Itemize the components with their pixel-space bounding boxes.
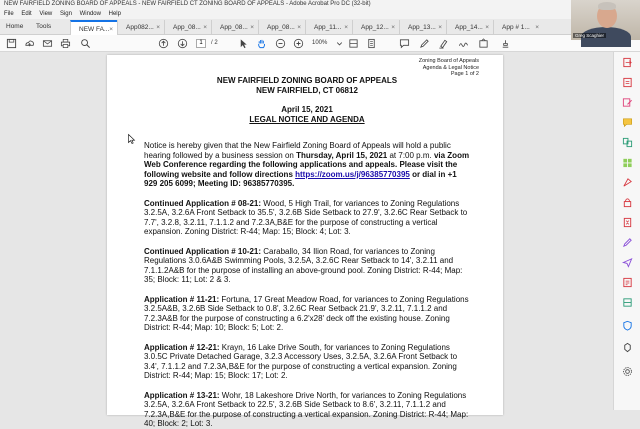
next-page-icon[interactable] — [177, 38, 188, 49]
meeting-time: at 7:00 p.m. — [387, 150, 434, 160]
application-text: Wohr, 18 Lakeshore Drive North, for variances to Zoning Regulations 3.2.5A, 3.2.6A Front Setback to 22.5', 3.2.6B Side Setback to 8.6', 3.2.11, 7.1.1.2 and 7.2.3A,B&E for the purpose of constructing a vertical expansion. Zoning District: R-44; Map: 40; Block: 2; Lot: 3. — [144, 390, 469, 428]
organize-pages-icon[interactable] — [622, 157, 633, 168]
close-icon[interactable]: × — [485, 24, 489, 31]
toolbar — [0, 35, 640, 52]
page-number-input[interactable]: 1 — [196, 39, 206, 48]
save-icon[interactable] — [6, 38, 17, 49]
export-pdf-icon[interactable] — [622, 57, 633, 68]
compress-pdf-icon[interactable] — [622, 217, 633, 228]
document-viewport[interactable] — [0, 52, 613, 428]
doc-tab-label: App # 1... — [502, 24, 530, 31]
doc-tab-label: App_11... — [314, 24, 342, 31]
highlight-icon[interactable] — [438, 38, 449, 49]
select-cursor-icon[interactable] — [238, 38, 249, 49]
header-note-line: Page 1 of 2 — [450, 71, 479, 77]
application-item — [144, 343, 470, 381]
menu-sign[interactable]: Sign — [59, 11, 72, 17]
doc-tab-label: App_14... — [455, 24, 483, 31]
doc-tab[interactable] — [211, 20, 258, 35]
application-label: Application # 12-21: — [144, 342, 220, 352]
menu-window[interactable]: Window — [79, 11, 101, 17]
doc-tab-label: App_08... — [220, 24, 248, 31]
hand-tool-icon[interactable] — [256, 38, 267, 49]
application-text: Krayn, 16 Lake Drive South, for variances to Zoning Regulations 3.0.5C Private Detached Garage, 3.2.3 Accessory Uses, 3.2.5A, 3.2.6A Front Setback to 3.4', 7.1.1.2 and 7.2.3A,B&E for the purpose of constructing a vertical expansion. Zoning District: R-44; Map: 15; Block: 17; Lot: 2. — [144, 342, 458, 380]
zoom-level-select[interactable]: 100% — [312, 40, 328, 46]
doc-tab[interactable] — [446, 20, 493, 35]
edit-pdf-icon[interactable] — [622, 97, 633, 108]
doc-tab[interactable] — [352, 20, 399, 35]
doc-tab[interactable] — [305, 20, 352, 35]
search-icon[interactable] — [80, 38, 91, 49]
print-icon[interactable] — [60, 38, 71, 49]
doc-tab-label: App_08... — [173, 24, 201, 31]
webcam-overlay — [571, 0, 640, 40]
page-total: / 2 — [211, 40, 218, 46]
application-item — [144, 199, 470, 237]
application-label: Application # 11-21: — [144, 294, 220, 304]
close-icon[interactable]: × — [438, 24, 442, 31]
doc-tab[interactable] — [399, 20, 446, 35]
menu-view[interactable]: View — [39, 11, 53, 17]
close-icon[interactable]: × — [203, 24, 207, 31]
document-body — [144, 76, 470, 429]
scroll-mode-icon[interactable] — [366, 38, 377, 49]
header-note-line: Agenda & Legal Notice — [422, 64, 479, 71]
email-icon[interactable] — [42, 38, 53, 49]
sign-icon[interactable] — [458, 38, 469, 49]
intro-text: Notice is hereby given that the New Fairfield Zoning Board of Appeals will hold a public hearing followed by a business session on — [144, 141, 451, 160]
comment-tool-icon[interactable] — [622, 117, 633, 128]
application-label: Application # 13-21: — [144, 390, 220, 400]
application-label: Continued Application # 10-21: — [144, 246, 262, 256]
application-item — [144, 247, 470, 285]
zoom-out-icon[interactable] — [275, 38, 286, 49]
doc-tab-label: App_08... — [267, 24, 295, 31]
scan-ocr-icon[interactable] — [622, 297, 633, 308]
application-label: Continued Application # 08-21: — [144, 198, 262, 208]
close-icon[interactable]: × — [391, 24, 395, 31]
close-icon[interactable]: × — [250, 24, 254, 31]
combine-files-icon[interactable] — [622, 137, 633, 148]
tab-bar — [0, 19, 640, 35]
mouse-pointer-icon — [128, 134, 136, 144]
application-text: Caraballo, 34 Ilion Road, for variances to Zoning Regulations 3.0.6A&B Swimming Pools, 3.2.5A, 3.2.6C Rear Setback to 14', 3.2.11 and 7.1.1.2A&B for the purpose of installing an above-ground pool. Zoning District: R-44; Map: 35; Block: 11; Lot: 2 & 3. — [144, 246, 463, 284]
comment-icon[interactable] — [399, 38, 410, 49]
close-icon[interactable]: × — [535, 24, 539, 31]
fill-sign-icon[interactable] — [622, 237, 633, 248]
share-icon[interactable] — [478, 38, 489, 49]
header-note-line: Zoning Board of Appeals — [418, 58, 479, 64]
pen-icon[interactable] — [419, 38, 430, 49]
window-title: NEW FAIRFIELD ZONING BOARD OF APPEALS - NEW FAIRFIELD CT ZONING BOARD OF APPEALS - Adobe Acrobat Pro DC (32-bit) — [0, 0, 640, 9]
stamp-icon[interactable] — [500, 38, 511, 49]
org-name: NEW FAIRFIELD ZONING BOARD OF APPEALS — [216, 76, 398, 85]
person-hair — [598, 2, 616, 10]
menu-bar — [0, 9, 640, 19]
application-text: Wood, 5 High Trail, for variances to Zoning Regulations 3.2.5A, 3.2.6A Front Setback to 35.5', 3.2.6B Side Setback to 27.9', 3.2.6C Rear Setback to 7.7', 3.2.8, 3.2.11, 7.1.1.2 and 7.2.3A,B&E for the purpose of constructing a vertical expansion. Zoning District: R-44; Map: 15; Block: 4; Lot: 3. — [144, 198, 468, 236]
meeting-instructions: via Zoom Web Conference regarding the following applications and appeals. Please visit the following website and follow directions — [144, 150, 470, 179]
doc-tab[interactable] — [164, 20, 211, 35]
tab-tools[interactable]: Tools — [36, 23, 52, 30]
doc-tab-label: App_13... — [408, 24, 436, 31]
close-icon[interactable]: × — [344, 24, 348, 31]
application-item — [144, 295, 470, 333]
doc-tab[interactable] — [258, 20, 305, 35]
notice-title: LEGAL NOTICE AND AGENDA — [249, 114, 365, 124]
zoom-link[interactable]: https://zoom.us/j/96385770395 — [295, 169, 410, 179]
application-text: Fortuna, 17 Great Meadow Road, for variances to Zoning Regulations 3.2.5A&B, 3.2.6B Side Setback to 0.8', 3.2.6C Rear Setback 21.9', 3.2.11, 7.1.1.2 and 7.2.3A&B for the purpose of constructing a 6.2'x28' deck off the existing house. Zoning District: R-44; Map: 10; Block: 5; Lot: 2. — [144, 294, 469, 332]
doc-tab-label: App082... — [126, 24, 154, 31]
org-address: NEW FAIRFIELD, CT 06812 — [256, 85, 358, 95]
meeting-dial-in: or dial in +1 929 205 6099; Meeting ID: 96385770395. — [144, 169, 457, 188]
notice-date: April 15, 2021 — [281, 105, 333, 114]
doc-tab[interactable] — [493, 20, 543, 35]
prepare-form-icon[interactable] — [622, 277, 633, 288]
doc-tab-label: NEW FA... — [79, 26, 110, 33]
upload-icon[interactable] — [24, 38, 35, 49]
send-for-signature-icon[interactable] — [622, 257, 633, 268]
webcam-label: Greg Scaghier — [575, 33, 605, 38]
menu-edit[interactable]: Edit — [21, 11, 32, 17]
application-item — [144, 391, 470, 429]
settings-icon[interactable] — [622, 366, 633, 377]
more-tools-icon[interactable] — [622, 342, 633, 353]
doc-tab-active[interactable] — [70, 20, 117, 35]
tools-pane — [613, 52, 640, 410]
previous-page-icon[interactable] — [158, 38, 169, 49]
menu-help[interactable]: Help — [108, 11, 121, 17]
zoom-in-icon[interactable] — [293, 38, 304, 49]
menu-file[interactable]: File — [4, 11, 14, 17]
protect-icon[interactable] — [622, 197, 633, 208]
meeting-date: Thursday, April 15, 2021 — [296, 150, 388, 160]
intro-paragraph — [144, 141, 470, 189]
page-header-note — [419, 58, 479, 78]
close-icon[interactable]: × — [297, 24, 301, 31]
close-icon[interactable]: × — [156, 24, 160, 31]
page-display-icon[interactable] — [348, 38, 359, 49]
pdf-page — [107, 55, 503, 428]
doc-tab-label: App_12... — [361, 24, 389, 31]
redact-icon[interactable] — [622, 177, 633, 188]
chevron-down-icon[interactable] — [334, 38, 345, 49]
doc-tab[interactable] — [117, 20, 164, 35]
tab-home[interactable]: Home — [6, 23, 24, 30]
close-icon[interactable]: × — [109, 26, 113, 33]
create-pdf-icon[interactable] — [622, 77, 633, 88]
certificates-icon[interactable] — [622, 320, 633, 331]
